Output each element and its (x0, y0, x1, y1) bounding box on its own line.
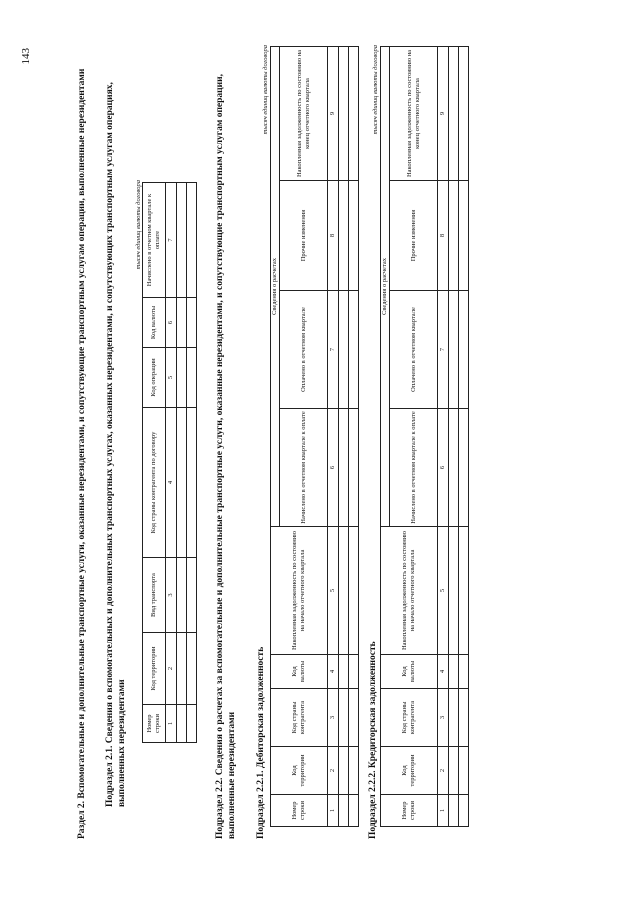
col-header: Вид транспорта (143, 558, 166, 633)
table-cell[interactable] (177, 183, 187, 298)
col-header: Код валюты (381, 655, 438, 689)
col-header: Код страны контрагента (381, 689, 438, 747)
table-cell[interactable] (177, 348, 187, 408)
col-header: Начислено в отчетном квартале к оплате (390, 409, 438, 527)
group-header: Сведения о расчетах (381, 46, 390, 526)
table-cell[interactable] (349, 291, 359, 409)
col-number: 7 (438, 291, 449, 409)
table-cell[interactable] (339, 527, 349, 655)
table-cell[interactable] (187, 408, 197, 558)
col-header: Оплачено в отчетном квартале (280, 291, 328, 409)
table-cell[interactable] (459, 527, 469, 655)
table-cell[interactable] (187, 348, 197, 408)
col-header: Начислено в отчетном квартале к оплате (280, 409, 328, 527)
table-cell[interactable] (349, 527, 359, 655)
col-number: 6 (166, 298, 177, 348)
col-header: Прочие изменения (390, 181, 438, 291)
table-cell[interactable] (349, 747, 359, 795)
col-header: Номер строки (381, 795, 438, 827)
table-cell[interactable] (177, 558, 187, 633)
col-header: Код страны контрагента (271, 689, 328, 747)
col-number: 6 (438, 409, 449, 527)
subsection-2-2-title (214, 49, 238, 839)
table-cell[interactable] (187, 298, 197, 348)
col-header: Накопленная задолженность по состоянию на начало отчетного квартала (381, 527, 438, 655)
table-cell[interactable] (349, 795, 359, 827)
col-number: 9 (438, 46, 449, 180)
table-cell[interactable] (459, 747, 469, 795)
col-header: Прочие изменения (280, 181, 328, 291)
table-2-2-1-group-row (271, 46, 280, 826)
table-cell[interactable] (177, 705, 187, 743)
table-row (459, 46, 469, 826)
table-cell[interactable] (449, 409, 459, 527)
table-cell[interactable] (187, 558, 197, 633)
col-header: Накопленная задолженность по состоянию на конец отчетного квартала (280, 46, 328, 180)
table-cell[interactable] (187, 633, 197, 705)
col-header: Код валюты (143, 298, 166, 348)
table-cell[interactable] (459, 46, 469, 180)
col-number: 9 (328, 46, 339, 180)
table-cell[interactable] (339, 409, 349, 527)
col-number: 4 (328, 655, 339, 689)
section-title: Раздел 2. Вспомогательные и дополнительные транспортные услуги, оказанные нерезидентами, и сопутствующие транспортным услугам операции, выполненные нерезидентами (77, 68, 87, 839)
table-cell[interactable] (459, 795, 469, 827)
table-cell[interactable] (449, 527, 459, 655)
table-cell[interactable] (349, 409, 359, 527)
table-cell[interactable] (177, 298, 187, 348)
col-number: 7 (328, 291, 339, 409)
col-number: 3 (328, 689, 339, 747)
table-2-1-header-row (143, 183, 166, 743)
table-cell[interactable] (339, 655, 349, 689)
col-number: 5 (166, 348, 177, 408)
table-cell[interactable] (449, 689, 459, 747)
page-number: 143 (20, 48, 32, 65)
table-cell[interactable] (349, 689, 359, 747)
table-row (339, 46, 349, 826)
group-header: Сведения о расчетах (271, 46, 280, 526)
col-header: Накопленная задолженность по состоянию на конец отчетного квартала (390, 46, 438, 180)
col-header: Код валюты (271, 655, 328, 689)
table-cell[interactable] (449, 46, 459, 180)
col-number: 5 (328, 527, 339, 655)
col-header: Код территории (143, 633, 166, 705)
table-cell[interactable] (339, 181, 349, 291)
col-number: 2 (166, 633, 177, 705)
subsection-2-2-1-units: тысяч единиц валюты договора (262, 45, 269, 135)
subsection-2-2-2-title: Подраздел 2.2.2. Кредиторская задолженность (368, 641, 378, 839)
table-2-1 (142, 182, 197, 743)
col-header: Номер строки (143, 705, 166, 743)
col-number: 3 (166, 558, 177, 633)
col-header: Номер строки (271, 795, 328, 827)
table-cell[interactable] (339, 747, 349, 795)
table-cell[interactable] (449, 795, 459, 827)
subsection-2-2-title-line1: Подраздел 2.2. Сведения о расчетах за вспомогательные и дополнительные транспортные услуги, оказанные нерезидентами, и сопутствующие транспортным услугам операции, (215, 74, 225, 839)
table-cell[interactable] (339, 689, 349, 747)
col-number: 4 (438, 655, 449, 689)
table-cell[interactable] (449, 747, 459, 795)
table-cell[interactable] (339, 46, 349, 180)
table-row (187, 183, 197, 743)
table-row (177, 183, 187, 743)
table-cell[interactable] (339, 795, 349, 827)
subsection-2-1-title (104, 17, 128, 807)
col-header: Начислено в отчетном квартале к оплате (143, 183, 166, 298)
col-number: 1 (166, 705, 177, 743)
table-cell[interactable] (449, 181, 459, 291)
subsection-2-1-units: тысяч единиц валюты договора (135, 180, 142, 270)
table-cell[interactable] (449, 291, 459, 409)
table-2-2-1 (270, 46, 359, 827)
col-number: 4 (166, 408, 177, 558)
table-cell[interactable] (349, 655, 359, 689)
col-header: Код страны контрагента по договору (143, 408, 166, 558)
col-header: Код операции (143, 348, 166, 408)
col-number: 7 (166, 183, 177, 298)
table-cell[interactable] (459, 291, 469, 409)
table-row (449, 46, 459, 826)
subsection-2-2-title-line2: выполненные нерезидентами (227, 711, 237, 839)
table-row (349, 46, 359, 826)
table-2-2-2-group-row (381, 46, 390, 826)
table-cell[interactable] (187, 183, 197, 298)
table-2-1-number-row (166, 183, 177, 743)
table-cell[interactable] (187, 705, 197, 743)
table-cell[interactable] (459, 409, 469, 527)
table-cell[interactable] (349, 46, 359, 180)
table-cell[interactable] (449, 655, 459, 689)
col-number: 8 (438, 181, 449, 291)
col-header: Код территории (381, 747, 438, 795)
col-number: 8 (328, 181, 339, 291)
col-number: 2 (438, 747, 449, 795)
col-number: 3 (438, 689, 449, 747)
table-2-2-2 (380, 46, 469, 827)
table-cell[interactable] (177, 408, 187, 558)
col-number: 6 (328, 409, 339, 527)
table-2-2-1-number-row (328, 46, 339, 826)
subsection-2-2-2-units: тысяч единиц валюты договора (372, 45, 379, 135)
col-header: Оплачено в отчетном квартале (390, 291, 438, 409)
col-number: 2 (328, 747, 339, 795)
table-cell[interactable] (349, 181, 359, 291)
col-header: Код территории (271, 747, 328, 795)
col-number: 5 (438, 527, 449, 655)
table-cell[interactable] (459, 181, 469, 291)
subsection-2-1-title-line2: выполненных нерезидентами (117, 679, 127, 807)
col-header: Накопленная задолженность по состоянию на начало отчетного квартала (271, 527, 328, 655)
table-cell[interactable] (459, 689, 469, 747)
table-cell[interactable] (177, 633, 187, 705)
col-number: 1 (328, 795, 339, 827)
col-number: 1 (438, 795, 449, 827)
table-cell[interactable] (339, 291, 349, 409)
table-2-2-2-number-row (438, 46, 449, 826)
subsection-2-2-1-title: Подраздел 2.2.1. Дебиторская задолженность (256, 646, 266, 839)
table-cell[interactable] (459, 655, 469, 689)
subsection-2-1-title-line1: Подраздел 2.1. Сведения о вспомогательных и дополнительных транспортных услугах, оказанных нерезидентами, и сопутствующих транспортным услугам операциях, (105, 82, 115, 807)
